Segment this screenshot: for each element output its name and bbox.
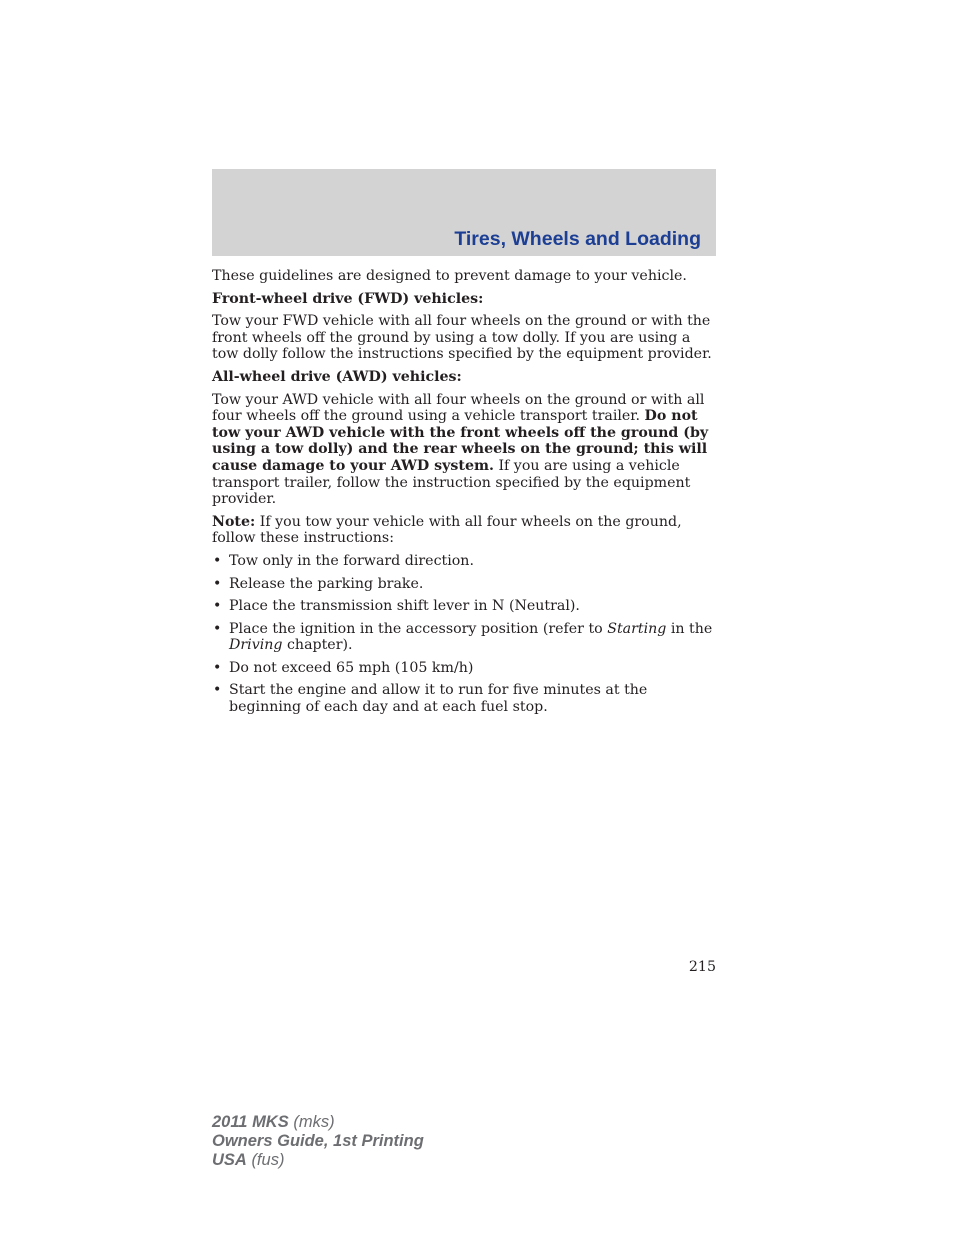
awd-heading: All-wheel drive (AWD) vehicles:	[212, 368, 462, 385]
document-footer	[212, 1113, 424, 1170]
chapter-header	[212, 169, 716, 256]
note-paragraph	[212, 514, 718, 547]
chapter-title: Tires, Wheels and Loading	[454, 228, 701, 250]
awd-text-1: Tow your AWD vehicle with all four wheels on the ground or with all four wheels off the ground using a vehicle transport trailer.	[212, 391, 705, 425]
list-item: • Release the parking brake.	[213, 575, 424, 592]
footer-model-line: 2011 MKS (mks)	[212, 1113, 335, 1131]
awd-warning: Do not tow your AWD vehicle with the front wheels off the ground (by using a tow dolly) and the rear wheels on the ground; this will cause damage to your AWD system.	[212, 408, 709, 474]
bullet-icon: •	[213, 682, 222, 699]
list-item: • Place the ignition in the accessory position (refer to Starting in the Driving chapter).	[213, 620, 713, 654]
list-item: • Place the transmission shift lever in N (Neutral).	[213, 598, 580, 615]
list-item: • Do not exceed 65 mph (105 km/h)	[213, 659, 474, 676]
list-item: • Start the engine and allow it to run for five minutes at the beginning of each day and at each fuel stop.	[213, 682, 648, 716]
bullet-icon: •	[213, 620, 222, 637]
cross-reference-driving: Driving	[229, 637, 283, 654]
fwd-paragraph: Tow your FWD vehicle with all four wheels on the ground or with the front wheels off the ground by using a tow dolly. If you are using a tow dolly follow the instructions specified by the equipment provider.	[212, 313, 712, 363]
awd-text-2: If you are using a vehicle transport trailer, follow the instruction specified by the equipment provider.	[212, 457, 691, 508]
towing-instructions-list	[212, 553, 718, 716]
cross-reference-starting: Starting	[607, 620, 667, 637]
list-item: • Tow only in the forward direction.	[213, 552, 474, 569]
bullet-icon: •	[213, 575, 222, 592]
bullet-icon: •	[213, 598, 222, 615]
page-content	[212, 268, 718, 722]
page-number: 215	[688, 959, 716, 975]
bullet-icon: •	[213, 552, 222, 569]
footer-guide-line: Owners Guide, 1st Printing	[212, 1132, 424, 1150]
note-label: Note:	[212, 513, 256, 530]
footer-market-line: USA (fus)	[212, 1151, 285, 1169]
awd-paragraph	[212, 392, 718, 508]
fwd-heading: Front-wheel drive (FWD) vehicles:	[212, 290, 484, 307]
note-text: If you tow your vehicle with all four wheels on the ground, follow these instructions:	[212, 513, 682, 547]
bullet-icon: •	[213, 659, 222, 676]
intro-paragraph: These guidelines are designed to prevent damage to your vehicle.	[212, 268, 687, 284]
